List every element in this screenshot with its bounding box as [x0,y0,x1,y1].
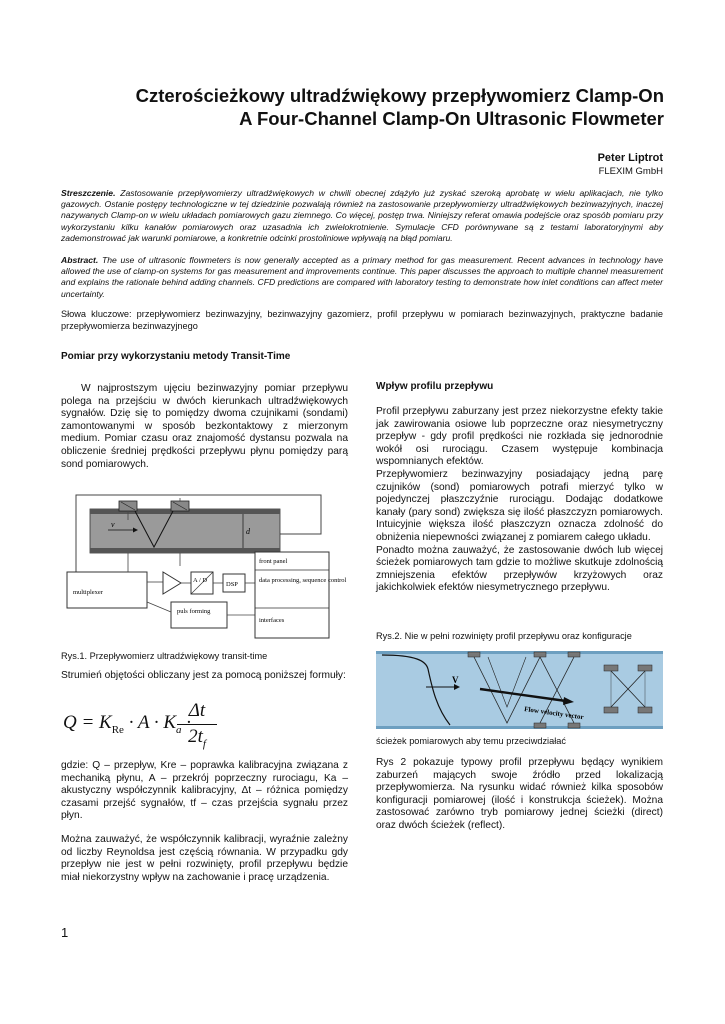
figure-2-caption-top: Rys.2. Nie w pełni rozwinięty profil przepływu oraz konfiguracje [376,631,632,641]
streszczenie-block [61,188,663,244]
paragraph-intro: W najprostszym ujęciu bezinwazyjny pomiar przepływu polega na przejściu w dwóch kierunkach ultradźwiękowych sygnałów. Dzię się to pomiędzy dwoma czujnikami (sondami) zamontowanymi w sposób bezkontaktowy z mierzonym medium. Pomiar czasu oraz znajomość dystansu pozwala na obliczenie średniej prędkości przepływu płynu pomiędzy parą sond pomiarowych. [61,383,348,470]
fig2-velocity-label: V [452,675,459,685]
title-english: A Four-Channel Clamp-On Ultrasonic Flowmeter [239,108,664,129]
figure-1-diagram [63,490,347,642]
figure-2-caption-bottom: ścieżek pomiarowych aby temu przeciwdziałać [376,736,566,746]
paragraph-single-pair: Przepływomierz bezinwazyjny posiadający jedną parę czujników (sond) pomiarowych potrafi mierzyć tylko w pojedynczej płaszczyźnie rurociągu. Dodając dodatkowe kanały (pary sond) zwiększa się ilość płaszczyzn pomiarowych. Intuicyjnie większa ilość płaszczyzn oznacza zdolność do obniżenia niepewności związanej z pomiarem całego układu. [376,468,663,543]
fig1-dsp-label: DSP [226,581,238,588]
fig1-ad-label: A / D [193,577,208,584]
left-column-top [61,383,348,471]
section-heading-flow-profile: Wpływ profilu przepływu [376,381,494,392]
fig1-velocity-label: v [111,520,115,529]
paragraph-calibration: Można zauważyć, że współczynnik kalibracji, wyraźnie zależny od liczby Reynoldsa jest częścią równania. W przypadku gdy przepływ nie jest w pełni rozwinięty, profil przepływu będzie miał niekorzystny wpływ na zachowanie i pracę urządzenia. [61,834,348,883]
author-affiliation: FLEXIM GmbH [598,166,663,177]
fig1-multiplexer-label: multiplexer [73,589,103,596]
author-name: Peter Liptrot [597,152,663,164]
volume-flow-formula [63,700,303,750]
figure-2-diagram [376,651,663,729]
fig1-diameter-label: d [246,527,250,536]
fig1-data-processing-label [259,577,347,584]
paragraph-multiple-paths: Ponadto można zauważyć, że zastosowanie dwóch lub więcej ścieżek pomiarowych tam gdzie to możliwe skutkuje zdolnością zmniejszenia efektów przepływów krzyżowych oraz jakichkolwiek efektów niesymetrycznego przepływu. [376,544,663,594]
right-column-paragraphs [376,406,663,595]
fig1-pulse-forming-label: puls forming [177,608,211,615]
abstract-label: Abstract. [61,255,99,265]
formula-fraction-bar [177,724,217,725]
streszczenie-text: Zastosowanie przepływomierzy ultradźwiękowych w chwili obecnej zdążyło już zyskać szeroką aprobatę w wielu aplikacjach, nie tylko gazowych. Ostanie postępy technologiczne w tej dziedzinie pozwalają również na zastosowanie przepływomierzy ultradźwiękowych bezinwazyjnych, inaczej nazywanych Clamp-on w wielu układach pomiarowych gazu ziemnego. Co więcej, postęp trwa. Niniejszy referat omawia podejście oraz sposób pomiaru przy wykorzystaniu kilku kanałów pomiarowych oraz uzasadnia ich zwielokrotnienie. Symulacje CFD porównywane są z testami laboratoryjnymi aby zademonstrować jak warunki pomiarowe, a konkretnie odcinki prostoliniowe wpływają na błąd pomiaru. [61,188,663,243]
page-number: 1 [61,925,69,940]
abstract-block [61,255,663,300]
formula-denominator: $2t_f$ [188,726,206,750]
formula-expression: $Q = K_{Re} \cdot A \cdot K_a$ · [63,712,192,736]
formula-intro: Strumień objętości obliczany jest za pomocą poniższej formuły: [61,670,346,681]
streszczenie-label: Streszczenie. [61,188,116,198]
formula-numerator: Δt [188,700,206,721]
keywords: Słowa kluczowe: przepływomierz bezinwazyjny, bezinwazyjny gazomierz, profil przepływu w pomiarach bezinwazyjnych, praktyczne badanie przepływomierza bezinwazyjnego [61,309,663,331]
section-heading-transit-time: Pomiar przy wykorzystaniu metody Transit-Time [61,351,291,362]
paragraph-figure-2-description: Rys 2 pokazuje typowy profil przepływu będący wynikiem zaburzeń mających swoje źródło przed lokalizacją przepływomierza. Na rysunku widać również kilka sposobów konfiguracji pomiarowej (ilość i konstrukcja ścieżek). Można zastosować zarówno tryb pomiarowy jednej ścieżki (direct) oraz dwóch ścieżek (reflect). [376,757,663,831]
figure-1-caption: Rys.1. Przepływomierz ultradźwiękowy transit-time [61,651,268,661]
paragraph-profile-disturbance: Profil przepływu zaburzany jest przez niekorzystne efekty takie jak zawirowania osiowe lub poprzeczne oraz niesymetryczny przepływ - gdy profil prędkości nie rozkłada się jednorodnie wokół osi rurociągu. Czasem występuje kombinacja wspomnianych efektów. [376,406,663,468]
title-polish: Czterościeżkowy ultradźwiękowy przepływomierz Clamp-On [135,85,664,106]
formula-explanation: gdzie: Q – przepływ, Kre – poprawka kalibracyjna związana z mechaniką płynu, A – przekrój poprzeczny rurociagu, Ka – akustyczny współczynnik kalibracyjny, Δt – różnica pomiędzy czasami przejść sygnałów, tf – czas przejścia sygnału przez płyn. [61,760,348,822]
fig2-vector-label: Flow velocity vector [523,705,585,722]
fig1-front-panel-label: front panel [259,558,288,565]
fig1-interfaces-label: interfaces [259,617,285,624]
fig1-data-processing-text: data processing, sequence control [259,577,347,584]
abstract-text: The use of ultrasonic flowmeters is now generally accepted as a primary method for gas measurement. Recent advances in technology have allowed the use of clamp-on systems for gas measurement and improvements continue. This paper discusses the approach to multiple channel measurement and explains the rationale behind adding channels. CFD predictions are compared with laboratory testing to demonstrate how inlet conditions can affect meter uncertainty. [61,255,663,299]
